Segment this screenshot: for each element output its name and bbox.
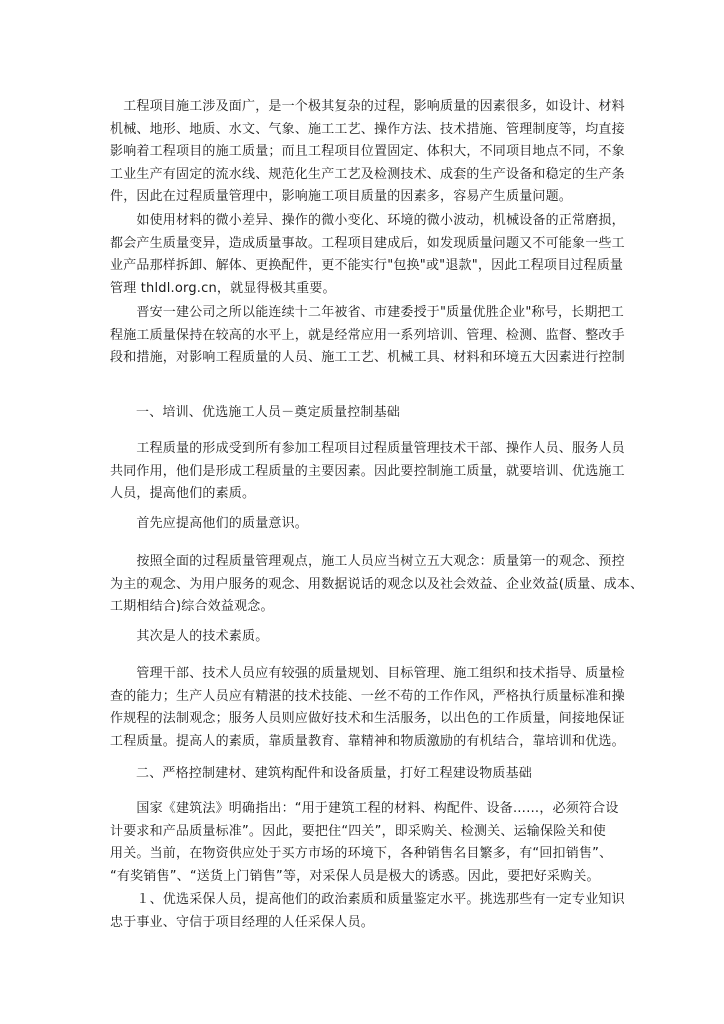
paragraph-company <box>110 302 624 370</box>
text-line: 段和措施，对影响工程质量的人员、施工工艺、机械工具、材料和环境五大因素进行控制 <box>110 350 625 365</box>
text-line: 计要求和产品质量标准”。因此，要把住“四关”，即采购关、检测关、运输保险关和使 <box>110 823 607 839</box>
text-line: 晋安一建公司之所以能连续十二年被省、市建委授于"质量优胜企业"称号，长期把工 <box>110 305 624 320</box>
text-line: 人员，提高他们的素质。 <box>110 486 256 501</box>
text-line: 作规程的法制观念；服务人员则应做好技术和生活服务，以出色的工作质量，间接地保证 <box>110 711 625 726</box>
text-line: 工程质量。提高人的素质，靠质量教育、靠精神和物质激励的有机结合，靠培训和优选。 <box>110 733 625 749</box>
text-line: 业产品那样拆卸、解体、更换配件，更不能实行"包换"或"退款"，因此工程项目过程质量 <box>110 258 624 273</box>
text-line: 工程项目施工涉及面广，是一个极其复杂的过程，影响质量的因素很多，如设计、材料 <box>110 99 625 114</box>
paragraph-procurement <box>110 889 624 934</box>
section-heading-2: 二、严格控制建材、建筑构配件和设备质量，打好工程建设物质基础 <box>136 766 533 781</box>
text-line: 为主的观念、为用户服务的观念、用数据说话的观念以及社会效益、企业效益(质量、成本、 <box>110 576 644 592</box>
paragraph-quality-awareness: 首先应提高他们的质量意识。 <box>110 516 309 531</box>
text-line: 如使用材料的微小差异、操作的微小变化、环境的微小波动，机械设备的正常磨损， <box>110 213 625 228</box>
text-line: 机械、地形、地质、水文、气象、施工工艺、操作方法、技术措施、管理制度等，均直接 <box>110 121 625 137</box>
text-line: 共同作用，他们是形成工程质量的主要因素。因此要控制施工质量，就要培训、优选施工 <box>110 463 625 479</box>
paragraph-intro <box>110 96 624 209</box>
text-line: “有奖销售”、“送货上门销售”等，对采保人员是极大的诱惑。因此，要把好采购关。 <box>110 868 600 884</box>
text-line: 忠于事业、守信于项目经理的人任采保人员。 <box>110 914 375 930</box>
text-line: １、优选采保人员，提高他们的政治素质和质量鉴定水平。挑选那些有一定专业知识 <box>110 892 625 907</box>
paragraph-technical-quality: 其次是人的技术素质。 <box>110 629 269 644</box>
text-line: 工期相结合)综合效益观念。 <box>110 599 274 614</box>
text-line: 影响着工程项目的施工质量；而且工程项目位置固定、体积大，不同项目地点不同，不象 <box>110 144 625 159</box>
text-line: 工业生产有固定的流水线、规范化生产工艺及检测技术、成套的生产设备和稳定的生产条 <box>110 166 625 182</box>
paragraph-five-concepts <box>110 551 644 619</box>
text-line: 管理干部、技术人员应有较强的质量规划、目标管理、施工组织和技术指导、质量检 <box>110 666 625 681</box>
paragraph-management <box>110 663 624 753</box>
paragraph-variation <box>110 210 624 300</box>
text-line: 管理 thldl.org.cn，就显得极其重要。 <box>110 280 336 296</box>
text-line: 查的能力；生产人员应有精湛的技术技能、一丝不苟的工作作风，严格执行质量标准和操 <box>110 688 625 704</box>
text-line: 按照全面的过程质量管理观点，施工人员应当树立五大观念：质量第一的观念、预控 <box>110 554 625 569</box>
text-line: 用关。当前，在物资供应处于买方市场的环境下，各种销售名目繁多，有“回扣销售”、 <box>110 846 613 861</box>
section-heading-1: 一、培训、优选施工人员－奠定质量控制基础 <box>136 405 401 420</box>
text-line: 程施工质量保持在较高的水平上，就是经常应用一系列培训、管理、检测、监督、整改手 <box>110 327 625 343</box>
text-line: 都会产生质量变异，造成质量事故。工程项目建成后，如发现质量问题又不可能象一些工 <box>110 235 625 251</box>
paragraph-building-law <box>110 798 624 888</box>
text-line: 件，因此在过程质量管理中，影响施工项目质量的因素多，容易产生质量问题。 <box>110 189 573 204</box>
text-line: 国家《建筑法》明确指出：“用于建筑工程的材料、构配件、设备……，必须符合设 <box>110 801 619 816</box>
paragraph-personnel <box>110 438 624 506</box>
text-line: 工程质量的形成受到所有参加工程项目过程质量管理技术干部、操作人员、服务人员 <box>110 441 625 456</box>
